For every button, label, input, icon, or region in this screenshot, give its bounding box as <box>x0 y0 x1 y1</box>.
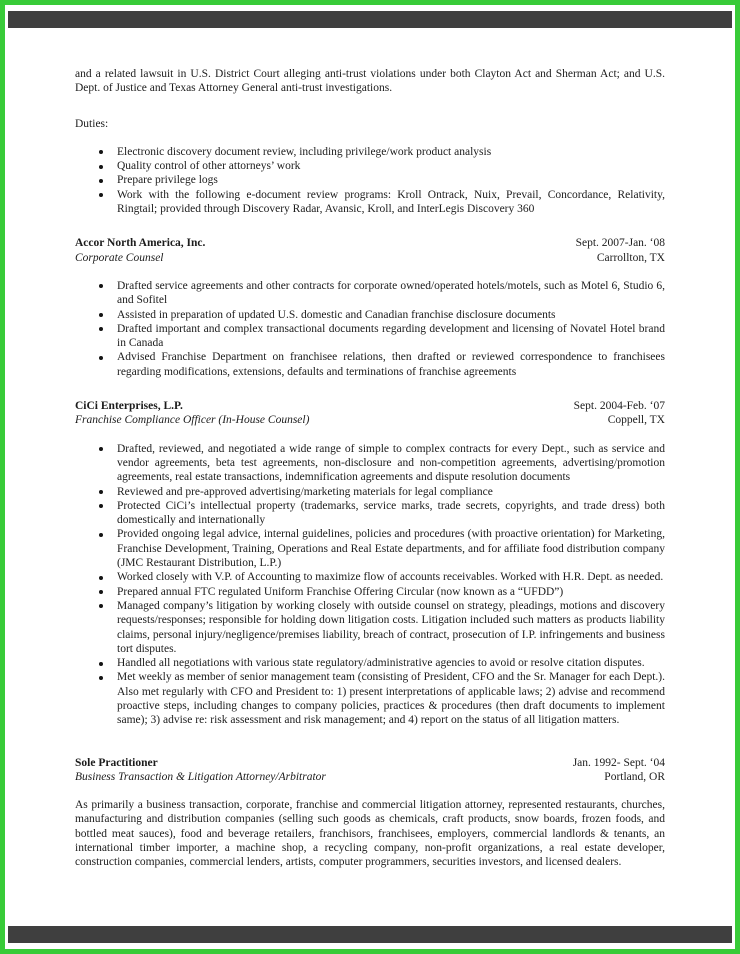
job-section-accor <box>75 236 665 379</box>
job-bullet-item: Drafted, reviewed, and negotiated a wide range of simple to complex contracts for every Dept., such as service and vendor agreements, beta test agreements, non-disclosure and non-competition agreements, advertising/promotion agreements, real estate transactions, indemnification agreements and dispute resolution documents <box>75 442 665 485</box>
job-dates: Sept. 2007-Jan. ‘08 <box>575 237 665 250</box>
job-header <box>75 236 665 250</box>
job-bullet-item: Worked closely with V.P. of Accounting to maximize flow of accounts receivables. Worked with H.R. Dept. as needed. <box>75 570 665 584</box>
duty-bullet-item: Electronic discovery document review, including privilege/work product analysis <box>75 145 665 159</box>
job-title: Business Transaction & Litigation Attorney/Arbitrator <box>75 770 326 783</box>
duty-bullet-item: Work with the following e-document review programs: Kroll Ontrack, Nuix, Prevail, Concordance, Relativity, Ringtail; provided through Discovery Radar, Avansic, Kroll, and InterLegis Discovery 360 <box>75 188 665 217</box>
bottom-scan-bar <box>8 926 732 943</box>
duty-bullet-item: Quality control of other attorneys’ work <box>75 159 665 173</box>
job-bullet-item: Managed company’s litigation by working closely with outside counsel on strategy, pleadings, motions and discovery requests/responses; responsible for holding down litigation costs. Litigation included such matters as products liability claims, personal injury/negligence/premises liability, breach of contract, prosecution of I.P. infringements and business tort disputes. <box>75 599 665 656</box>
accor-bullet-list <box>75 279 665 379</box>
intro-paragraph: and a related lawsuit in U.S. District Court alleging anti-trust violations under both Clayton Act and Sherman Act; and U.S. Dept. of Justice and Texas Attorney General anti-trust investigations. <box>75 68 665 95</box>
job-dates: Jan. 1992- Sept. ‘04 <box>572 756 665 769</box>
job-dates: Sept. 2004-Feb. ‘07 <box>573 400 665 413</box>
job-bullet-item: Reviewed and pre-approved advertising/marketing materials for legal compliance <box>75 485 665 499</box>
job-header <box>75 756 665 770</box>
job-bullet-item: Prepared annual FTC regulated Uniform Franchise Offering Circular (now known as a “UFDD”) <box>75 585 665 599</box>
job-subheader <box>75 770 665 784</box>
job-location: Carrollton, TX <box>596 251 665 264</box>
job-section-cici <box>75 399 665 728</box>
job-bullet-item: Drafted important and complex transactional documents regarding development and licensing of Novatel Hotel brand in Canada <box>75 322 665 351</box>
duty-bullet-item: Prepare privilege logs <box>75 173 665 187</box>
company-name: Sole Practitioner <box>75 756 158 769</box>
duties-list <box>75 145 665 216</box>
job-bullet-item: Provided ongoing legal advice, internal guidelines, policies and procedures (with proactive orientation) for Marketing, Franchise Development, Training, Operations and Real Estate departments, and for affiliate food distribution company (JMC Restaurant Distribution, L.P.) <box>75 527 665 570</box>
job-bullet-item: Handled all negotiations with various state regulatory/administrative agencies to avoid or resolve citation disputes. <box>75 656 665 670</box>
job-header <box>75 399 665 413</box>
resume-content <box>75 67 665 870</box>
job-bullet-item: Protected CiCi’s intellectual property (trademarks, service marks, trade secrets, copyrights, and trade dress) both domestically and internationally <box>75 499 665 528</box>
cici-bullet-list <box>75 442 665 728</box>
job-location: Portland, OR <box>604 770 665 783</box>
job-location: Coppell, TX <box>607 414 665 427</box>
top-scan-bar <box>8 11 732 28</box>
job-bullet-item: Advised Franchise Department on franchisee relations, then drafted or reviewed correspondence to franchisees regarding modifications, extensions, defaults and terminations of franchise agreements <box>75 350 665 379</box>
job-subheader <box>75 251 665 265</box>
job-bullet-item: Met weekly as member of senior management team (consisting of President, CFO and the Sr. Manager for each Dept.). Also met regularly with CFO and President to: 1) present interpretations of applicable laws; 2) advise and recommend proactive steps, including changes to company policies, practices & procedures (then draft documents to implement same); 3) advise re: risk assessment and risk management; and 4) report on the status of all litigation matters. <box>75 670 665 727</box>
job-subheader <box>75 413 665 427</box>
job-title: Corporate Counsel <box>75 251 164 264</box>
job-bullet-item: Assisted in preparation of updated U.S. domestic and Canadian franchise disclosure documents <box>75 308 665 322</box>
duties-label: Duties: <box>75 117 109 130</box>
job-section-sole-practitioner <box>75 756 665 870</box>
job-bullet-item: Drafted service agreements and other contracts for corporate owned/operated hotels/motels, such as Motel 6, Studio 6, and Sofitel <box>75 279 665 308</box>
company-name: CiCi Enterprises, L.P. <box>75 400 183 413</box>
company-name: Accor North America, Inc. <box>75 237 206 250</box>
job-title: Franchise Compliance Officer (In-House Counsel) <box>75 414 310 427</box>
sole-practitioner-paragraph: As primarily a business transaction, corporate, franchise and commercial litigation attorney, represented restaurants, churches, manufacturing and distribution companies (selling such goods as chemicals, craft products, snow boards, frozen foods, and bottled meat sauces), food and beverage retailers, franchisors, franchisees, employers, commercial landlords & tenants, an international timber importer, a machine shop, a recycling company, non-profit organizations, a real estate developer, construction companies, commercial lenders, artists, computer programmers, securities investors, and licensed dealers. <box>75 799 665 869</box>
